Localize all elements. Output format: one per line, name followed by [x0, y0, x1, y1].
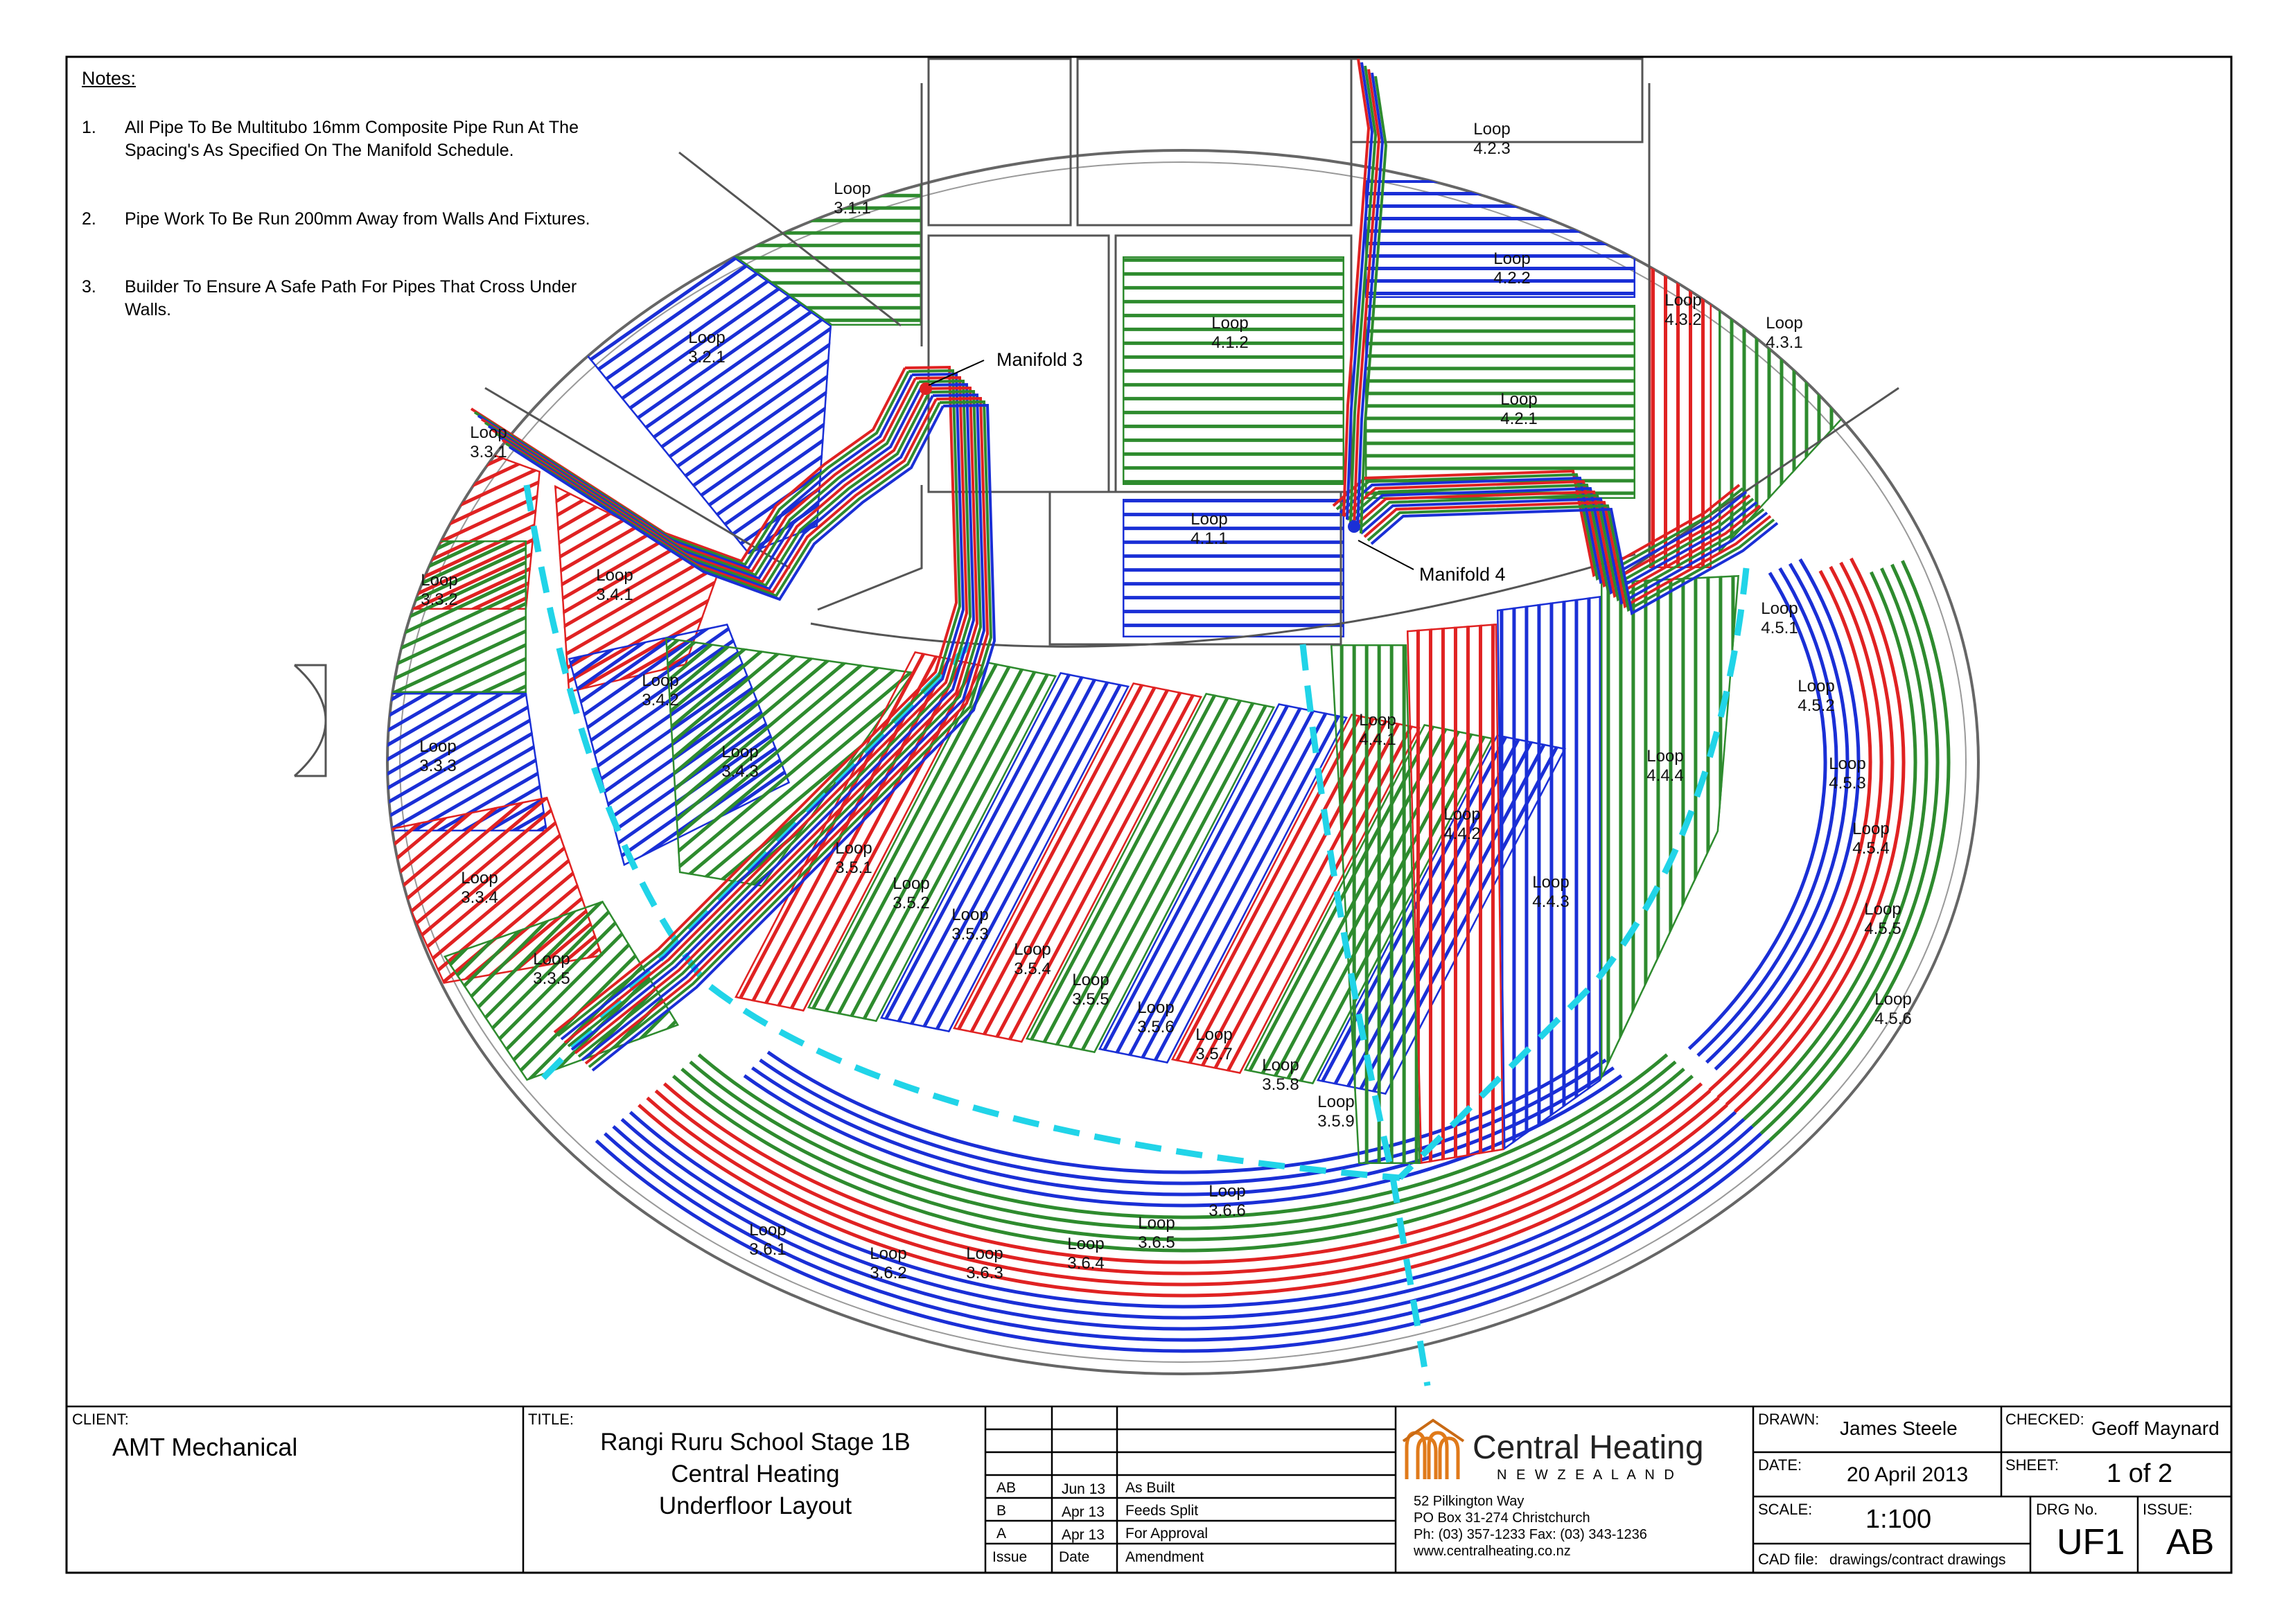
rev-date: Apr 13	[1062, 1527, 1105, 1543]
note-text: All Pipe To Be Multitubo 16mm Composite Pipe Run At The Spacing's As Specified On The Manifold Schedule.	[125, 118, 579, 160]
loop-label: Loop	[1072, 971, 1109, 989]
company-logo	[1403, 1420, 1464, 1479]
company-address-1: 52 Pilkington Way	[1414, 1494, 1525, 1509]
client-name: AMT Mechanical	[112, 1433, 298, 1461]
loop-label: Loop	[1864, 900, 1901, 919]
loop-label: Loop	[688, 328, 726, 347]
loop-id: 4.1.2	[1211, 333, 1249, 352]
loop-id: 4.4.4	[1646, 766, 1684, 785]
note-text: Builder To Ensure A Safe Path For Pipes That Cross Under Walls.	[125, 277, 577, 319]
loop-label: Loop	[1766, 314, 1803, 333]
loop-id: 3.3.2	[421, 590, 458, 609]
loop-label: Loop	[1798, 677, 1835, 696]
client-label: CLIENT:	[72, 1411, 129, 1428]
loop-label: Loop	[1014, 940, 1051, 959]
loop-id: 3.4.2	[642, 691, 679, 709]
manifold-4-label: Manifold 4	[1419, 564, 1506, 585]
loop-label: Loop	[642, 671, 679, 690]
drawn-label: DRAWN:	[1758, 1411, 1820, 1428]
cad-file-value: drawings/contract drawings	[1829, 1552, 2006, 1568]
title-line-1: Rangi Ruru School Stage 1B	[600, 1429, 911, 1456]
rev-date: Jun 13	[1062, 1481, 1106, 1497]
loop-label: Loop	[835, 839, 872, 858]
rev-issue: B	[996, 1503, 1007, 1519]
rev-header-issue: Issue	[992, 1549, 1028, 1565]
loop-label: Loop	[1195, 1025, 1233, 1044]
loop-label: Loop	[461, 869, 498, 888]
company-address-2: PO Box 31-274 Christchurch	[1414, 1510, 1590, 1526]
title-line-3: Underfloor Layout	[658, 1492, 852, 1519]
loop-label: Loop	[1664, 291, 1702, 310]
loop-id: 3.2.1	[688, 348, 726, 367]
checked-label: CHECKED:	[2005, 1411, 2084, 1428]
notes-heading: Notes:	[82, 68, 137, 89]
loop-label: Loop	[1211, 314, 1249, 333]
loop-label: Loop	[966, 1244, 1003, 1263]
loop-label: Loop	[1317, 1093, 1355, 1111]
company-phone: Ph: (03) 357-1233 Fax: (03) 343-1236	[1414, 1527, 1647, 1542]
loop-label: Loop	[951, 906, 989, 924]
loop-label: Loop	[1874, 990, 1912, 1009]
note-number: 3.	[82, 277, 96, 297]
loop-label: Loop	[533, 950, 570, 969]
loop-label: Loop	[870, 1244, 907, 1263]
loop-id: 3.5.3	[951, 925, 989, 944]
loop-id: 3.6.3	[966, 1264, 1003, 1282]
loop-label: Loop	[721, 743, 759, 761]
loop-id: 3.6.5	[1138, 1233, 1175, 1252]
date-label: DATE:	[1758, 1456, 1802, 1474]
loop-id: 4.5.1	[1761, 619, 1798, 637]
company-name: Central Heating	[1473, 1429, 1704, 1466]
loop-id: 4.3.1	[1766, 333, 1803, 352]
loop-id: 3.6.4	[1067, 1254, 1105, 1273]
loop-id: 3.6.1	[749, 1240, 787, 1259]
sheet-label: SHEET:	[2005, 1456, 2059, 1474]
rev-amendment: Feeds Split	[1125, 1503, 1199, 1519]
loop-id: 4.5.4	[1852, 839, 1890, 858]
loop-id: 3.6.6	[1209, 1201, 1246, 1220]
rev-issue: A	[996, 1526, 1007, 1542]
loop-id: 3.5.8	[1262, 1075, 1299, 1094]
loop-id: 3.3.1	[470, 443, 507, 461]
sheet-value: 1 of 2	[2107, 1459, 2173, 1488]
loop-id: 4.5.6	[1874, 1009, 1912, 1028]
rev-header-amendment: Amendment	[1125, 1549, 1204, 1565]
loop-label: Loop	[1067, 1235, 1105, 1253]
rev-issue: AB	[996, 1480, 1017, 1496]
cad-file-label: CAD file:	[1758, 1551, 1818, 1568]
loop-label: Loop	[1473, 120, 1511, 139]
scale-label: SCALE:	[1758, 1501, 1813, 1518]
issue-label: ISSUE:	[2143, 1501, 2193, 1518]
loop-label: Loop	[893, 874, 930, 893]
loop-id: 3.5.4	[1014, 960, 1051, 978]
rev-header-date: Date	[1059, 1549, 1090, 1565]
loop-label: Loop	[421, 571, 458, 590]
loop-label: Loop	[749, 1221, 787, 1239]
loop-id: 4.5.2	[1798, 696, 1835, 715]
loop-label: Loop	[1359, 711, 1396, 730]
company-subtitle: N E W Z E A L A N D	[1497, 1467, 1677, 1483]
date-value: 20 April 2013	[1847, 1463, 1969, 1486]
rev-amendment: As Built	[1125, 1480, 1175, 1496]
loop-id: 4.2.2	[1493, 269, 1531, 288]
manifold-3-label: Manifold 3	[996, 349, 1083, 370]
drg-label: DRG No.	[2036, 1501, 2098, 1518]
loop-id: 3.5.7	[1195, 1045, 1233, 1063]
rev-amendment: For Approval	[1125, 1526, 1209, 1542]
loop-id: 3.5.2	[893, 894, 930, 912]
title-label: TITLE:	[528, 1411, 574, 1428]
loop-label: Loop	[1493, 249, 1531, 268]
loop-label: Loop	[596, 566, 633, 585]
loop-id: 3.4.1	[596, 585, 633, 604]
note-number: 2.	[82, 209, 96, 229]
company-website: www.centralheating.co.nz	[1414, 1544, 1571, 1559]
checked-value: Geoff Maynard	[2091, 1418, 2220, 1439]
loop-label: Loop	[1138, 1214, 1175, 1233]
loop-id: 4.3.2	[1664, 310, 1702, 329]
loop-label: Loop	[1443, 805, 1481, 824]
loop-label: Loop	[1137, 998, 1175, 1017]
loop-id: 3.4.3	[721, 762, 759, 781]
loop-id: 3.5.1	[835, 858, 872, 877]
loop-label: Loop	[1500, 390, 1538, 409]
loop-label: Loop	[1209, 1182, 1246, 1201]
loop-id: 4.1.1	[1191, 529, 1228, 548]
issue-value: AB	[2166, 1522, 2215, 1562]
loop-label: Loop	[419, 737, 457, 756]
loop-id: 4.2.1	[1500, 409, 1538, 428]
loop-label: Loop	[1532, 873, 1570, 892]
loop-id: 3.1.1	[834, 199, 871, 218]
loop-id: 4.5.5	[1864, 919, 1901, 938]
loop-label: Loop	[1191, 510, 1228, 529]
loop-id: 3.5.5	[1072, 990, 1109, 1009]
loop-id: 4.4.3	[1532, 892, 1570, 911]
note-number: 1.	[82, 118, 96, 137]
scale-value: 1:100	[1865, 1505, 1932, 1534]
loop-label: Loop	[1852, 820, 1890, 838]
loop-id: 4.2.3	[1473, 139, 1511, 158]
loop-label: Loop	[1761, 599, 1798, 618]
loop-id: 3.5.6	[1137, 1018, 1175, 1036]
loop-label: Loop	[470, 423, 507, 442]
loop-label: Loop	[1646, 747, 1684, 766]
loop-label: Loop	[1262, 1056, 1299, 1075]
note-text: Pipe Work To Be Run 200mm Away from Walls And Fixtures.	[125, 209, 590, 229]
drg-value: UF1	[2057, 1522, 2125, 1562]
loop-id: 4.4.1	[1359, 730, 1396, 749]
loop-label: Loop	[1829, 754, 1866, 773]
title-line-2: Central Heating	[671, 1460, 840, 1488]
loop-id: 3.6.2	[870, 1264, 907, 1282]
drawn-value: James Steele	[1840, 1418, 1958, 1439]
loop-id: 4.4.2	[1443, 824, 1481, 843]
loop-label: Loop	[834, 179, 871, 198]
loop-id: 3.5.9	[1317, 1112, 1355, 1131]
loop-id: 3.3.3	[419, 757, 457, 775]
loop-id: 3.3.5	[533, 969, 570, 988]
loop-id: 4.5.3	[1829, 774, 1866, 793]
loop-id: 3.3.4	[461, 888, 498, 907]
rev-date: Apr 13	[1062, 1504, 1105, 1520]
